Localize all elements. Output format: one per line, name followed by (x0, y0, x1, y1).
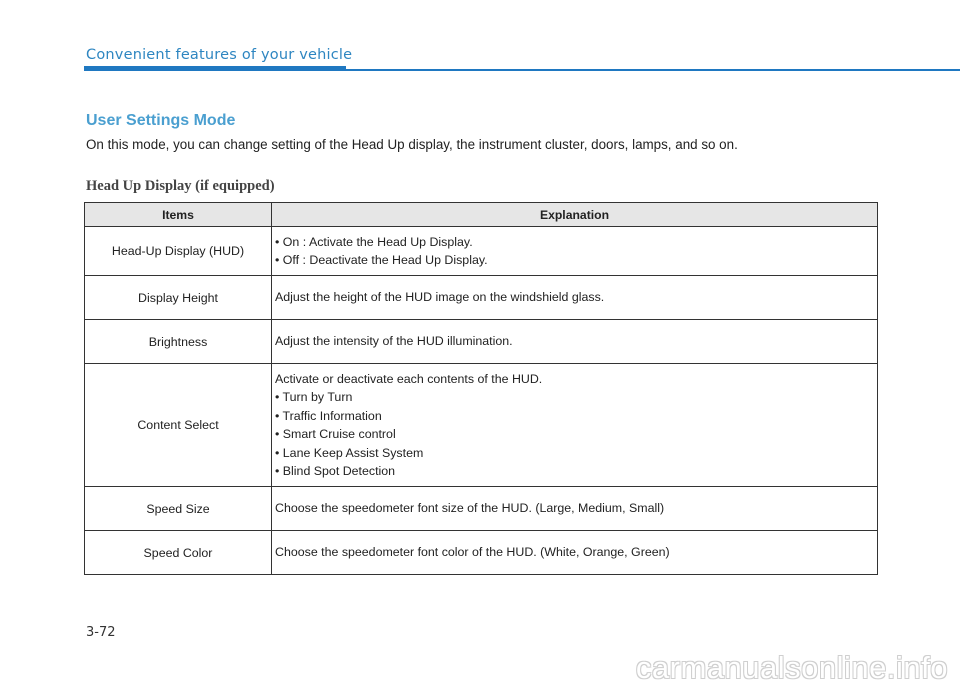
chapter-bar-thin (346, 69, 960, 71)
explanation-line: • Traffic Information (275, 408, 382, 423)
subsection-title: Head Up Display (if equipped) (86, 178, 275, 194)
item-cell: Speed Color (85, 531, 272, 575)
explanation-cell (272, 531, 878, 575)
explanation-line: Adjust the intensity of the HUD illumination. (275, 334, 513, 349)
explanation-line: • Blind Spot Detection (275, 464, 396, 478)
header-items: Items (85, 203, 272, 227)
item-cell: Speed Size (85, 487, 272, 531)
chapter-header (84, 44, 960, 74)
table-row (85, 531, 878, 575)
table-row (85, 276, 878, 320)
explanation-line: • Smart Cruise control (275, 427, 396, 441)
explanation-cell (272, 276, 878, 320)
table-header-row (85, 203, 878, 227)
explanation-line: Choose the speedometer font color of the HUD. (White, Orange, Green) (275, 545, 670, 560)
explanation-line: Activate or deactivate each contents of the HUD. (275, 371, 543, 386)
table-row (85, 364, 878, 487)
explanation-cell (272, 364, 878, 487)
explanation-line: • Turn by Turn (275, 390, 353, 404)
header-explanation: Explanation (272, 203, 878, 227)
hud-settings-table (84, 202, 878, 575)
item-cell: Content Select (85, 364, 272, 487)
explanation-cell (272, 320, 878, 364)
table-row (85, 227, 878, 276)
item-cell: Head-Up Display (HUD) (85, 227, 272, 276)
explanation-line: • Off : Deactivate the Head Up Display. (275, 253, 488, 267)
explanation-cell (272, 487, 878, 531)
explanation-cell (272, 227, 878, 276)
page-number: 3-72 (86, 625, 116, 640)
item-cell: Display Height (85, 276, 272, 320)
chapter-title: Convenient features of your vehicle (86, 47, 353, 63)
chapter-bar-thick (84, 66, 346, 71)
explanation-line: • Lane Keep Assist System (275, 445, 424, 460)
table-row (85, 487, 878, 531)
section-title: User Settings Mode (86, 112, 236, 129)
table-row (85, 320, 878, 364)
watermark: carmanualsonline.info (635, 650, 948, 685)
explanation-line: Adjust the height of the HUD image on the windshield glass. (275, 290, 605, 305)
item-cell: Brightness (85, 320, 272, 364)
intro-text: On this mode, you can change setting of the Head Up display, the instrument cluster, doors, lamps, and so on. (86, 137, 738, 152)
explanation-line: • On : Activate the Head Up Display. (275, 234, 473, 249)
explanation-line: Choose the speedometer font size of the HUD. (Large, Medium, Small) (275, 501, 665, 516)
